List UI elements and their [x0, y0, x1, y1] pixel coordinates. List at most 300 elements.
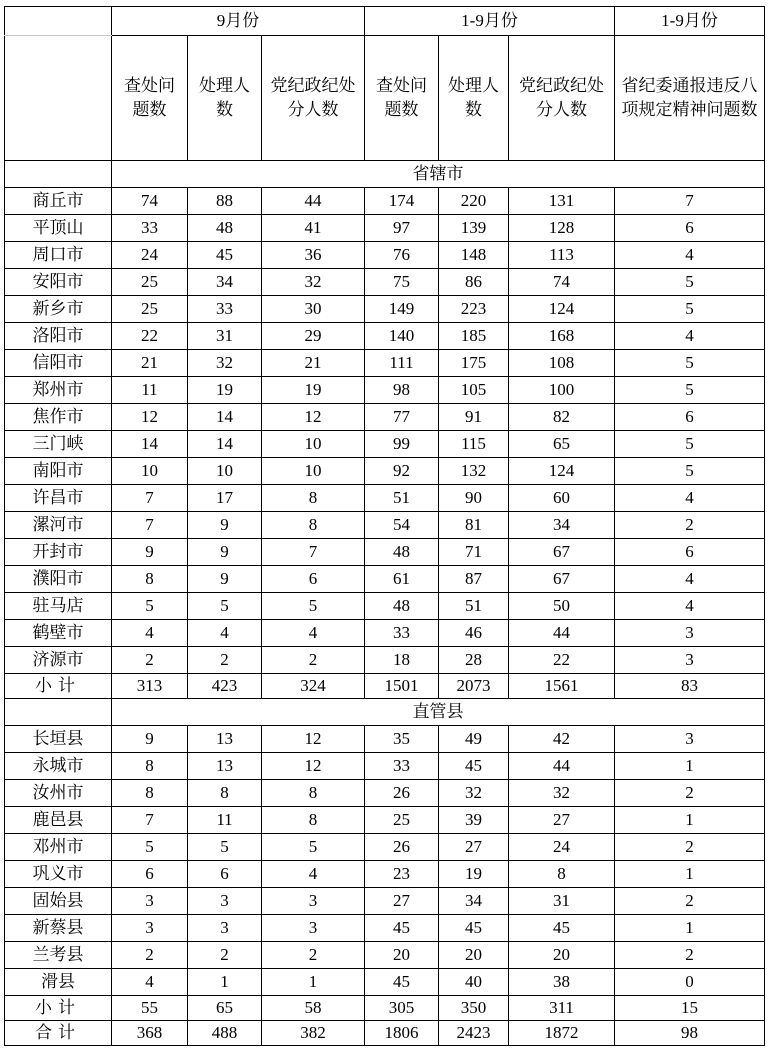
region-name-cell: 驻马店	[5, 593, 112, 620]
value-cell: 27	[439, 834, 509, 861]
value-cell: 1	[188, 969, 262, 996]
value-cell: 3	[188, 888, 262, 915]
subtotal-row-counties	[5, 996, 765, 1021]
subtotal-cell: 305	[365, 996, 439, 1021]
subtotal-label: 小计	[5, 674, 112, 699]
value-cell: 61	[365, 566, 439, 593]
subtotal-cell: 2073	[439, 674, 509, 699]
table-header	[5, 7, 765, 161]
value-cell: 1	[615, 915, 765, 942]
value-cell: 2	[615, 942, 765, 969]
region-name-cell: 鹿邑县	[5, 807, 112, 834]
col-header-people-ytd: 处理人数	[439, 36, 509, 161]
value-cell: 67	[509, 539, 615, 566]
value-cell: 25	[365, 807, 439, 834]
subtotal-cell: 65	[188, 996, 262, 1021]
value-cell: 42	[509, 726, 615, 753]
value-cell: 1	[615, 753, 765, 780]
value-cell: 38	[509, 969, 615, 996]
grand-total-cell: 1872	[509, 1021, 615, 1046]
value-cell: 2	[112, 647, 188, 674]
table-row-city	[5, 404, 765, 431]
subtotal-label: 小计	[5, 996, 112, 1021]
value-cell: 45	[365, 969, 439, 996]
region-name-cell: 济源市	[5, 647, 112, 674]
value-cell: 26	[365, 780, 439, 807]
value-cell: 33	[188, 296, 262, 323]
value-cell: 6	[615, 404, 765, 431]
value-cell: 44	[509, 753, 615, 780]
value-cell: 21	[112, 350, 188, 377]
value-cell: 27	[509, 807, 615, 834]
table-row-county	[5, 969, 765, 996]
value-cell: 2	[188, 942, 262, 969]
subtotal-cell: 83	[615, 674, 765, 699]
value-cell: 185	[439, 323, 509, 350]
region-name-cell: 兰考县	[5, 942, 112, 969]
value-cell: 35	[365, 726, 439, 753]
value-cell: 4	[262, 861, 365, 888]
value-cell: 10	[262, 431, 365, 458]
value-cell: 8	[509, 861, 615, 888]
table-row-city	[5, 485, 765, 512]
value-cell: 11	[188, 807, 262, 834]
value-cell: 5	[615, 431, 765, 458]
value-cell: 24	[509, 834, 615, 861]
value-cell: 8	[262, 807, 365, 834]
value-cell: 5	[112, 593, 188, 620]
value-cell: 5	[188, 593, 262, 620]
value-cell: 88	[188, 188, 262, 215]
col-header-notice-ytd: 省纪委通报违反八项规定精神问题数	[615, 36, 765, 161]
group-header-ytd: 1-9月份	[365, 7, 615, 36]
value-cell: 3	[615, 647, 765, 674]
value-cell: 33	[112, 215, 188, 242]
value-cell: 60	[509, 485, 615, 512]
value-cell: 4	[615, 593, 765, 620]
value-cell: 75	[365, 269, 439, 296]
region-name-cell: 三门峡	[5, 431, 112, 458]
value-cell: 9	[188, 512, 262, 539]
table-row-city	[5, 512, 765, 539]
value-cell: 76	[365, 242, 439, 269]
region-name-cell: 永城市	[5, 753, 112, 780]
table-row-city	[5, 566, 765, 593]
value-cell: 6	[615, 215, 765, 242]
grand-total-label: 合计	[5, 1021, 112, 1046]
value-cell: 19	[439, 861, 509, 888]
region-name-cell: 开封市	[5, 539, 112, 566]
value-cell: 105	[439, 377, 509, 404]
value-cell: 8	[262, 780, 365, 807]
region-name-cell: 安阳市	[5, 269, 112, 296]
col-header-cases-ytd: 查处问题数	[365, 36, 439, 161]
value-cell: 149	[365, 296, 439, 323]
value-cell: 18	[365, 647, 439, 674]
value-cell: 8	[262, 485, 365, 512]
value-cell: 14	[188, 431, 262, 458]
value-cell: 65	[509, 431, 615, 458]
value-cell: 5	[615, 296, 765, 323]
value-cell: 2	[615, 888, 765, 915]
col-header-people: 处理人数	[188, 36, 262, 161]
value-cell: 2	[262, 942, 365, 969]
value-cell: 34	[509, 512, 615, 539]
value-cell: 108	[509, 350, 615, 377]
value-cell: 14	[188, 404, 262, 431]
value-cell: 132	[439, 458, 509, 485]
section-row-cities	[5, 161, 765, 188]
value-cell: 33	[365, 620, 439, 647]
value-cell: 12	[112, 404, 188, 431]
grand-total-cell: 368	[112, 1021, 188, 1046]
value-cell: 48	[188, 215, 262, 242]
value-cell: 49	[439, 726, 509, 753]
grand-total-cell: 1806	[365, 1021, 439, 1046]
discipline-statistics-table	[4, 6, 765, 1046]
region-name-cell: 滑县	[5, 969, 112, 996]
value-cell: 9	[188, 539, 262, 566]
table-row-city	[5, 593, 765, 620]
value-cell: 33	[365, 753, 439, 780]
table-row-city	[5, 647, 765, 674]
value-cell: 48	[365, 593, 439, 620]
value-cell: 4	[188, 620, 262, 647]
value-cell: 90	[439, 485, 509, 512]
value-cell: 7	[112, 807, 188, 834]
value-cell: 32	[262, 269, 365, 296]
region-name-cell: 郑州市	[5, 377, 112, 404]
value-cell: 124	[509, 458, 615, 485]
value-cell: 45	[365, 915, 439, 942]
value-cell: 34	[439, 888, 509, 915]
value-cell: 74	[509, 269, 615, 296]
table-row-county	[5, 888, 765, 915]
value-cell: 9	[112, 539, 188, 566]
value-cell: 23	[365, 861, 439, 888]
value-cell: 86	[439, 269, 509, 296]
value-cell: 25	[112, 296, 188, 323]
value-cell: 30	[262, 296, 365, 323]
table-row-city	[5, 620, 765, 647]
value-cell: 22	[509, 647, 615, 674]
value-cell: 4	[615, 566, 765, 593]
subtotal-cell: 423	[188, 674, 262, 699]
table-row-city	[5, 188, 765, 215]
col-header-discipline: 党纪政纪处分人数	[262, 36, 365, 161]
region-name-cell: 商丘市	[5, 188, 112, 215]
value-cell: 113	[509, 242, 615, 269]
value-cell: 45	[439, 753, 509, 780]
value-cell: 131	[509, 188, 615, 215]
value-cell: 3	[188, 915, 262, 942]
value-cell: 45	[509, 915, 615, 942]
value-cell: 5	[615, 458, 765, 485]
value-cell: 74	[112, 188, 188, 215]
value-cell: 5	[112, 834, 188, 861]
value-cell: 5	[615, 350, 765, 377]
value-cell: 5	[188, 834, 262, 861]
region-name-cell: 长垣县	[5, 726, 112, 753]
value-cell: 44	[262, 188, 365, 215]
col-header-cases: 查处问题数	[112, 36, 188, 161]
value-cell: 6	[262, 566, 365, 593]
subtotal-cell: 55	[112, 996, 188, 1021]
subtotal-cell: 311	[509, 996, 615, 1021]
value-cell: 24	[112, 242, 188, 269]
value-cell: 32	[439, 780, 509, 807]
value-cell: 175	[439, 350, 509, 377]
value-cell: 51	[439, 593, 509, 620]
value-cell: 41	[262, 215, 365, 242]
table-row-city	[5, 269, 765, 296]
value-cell: 3	[112, 888, 188, 915]
value-cell: 26	[365, 834, 439, 861]
value-cell: 44	[509, 620, 615, 647]
subtotal-cell: 15	[615, 996, 765, 1021]
value-cell: 6	[615, 539, 765, 566]
value-cell: 220	[439, 188, 509, 215]
value-cell: 48	[365, 539, 439, 566]
table-row-city	[5, 539, 765, 566]
value-cell: 124	[509, 296, 615, 323]
value-cell: 168	[509, 323, 615, 350]
value-cell: 8	[112, 566, 188, 593]
region-name-cell: 邓州市	[5, 834, 112, 861]
table-row-city	[5, 323, 765, 350]
table-row-city	[5, 215, 765, 242]
table-row-city	[5, 350, 765, 377]
value-cell: 140	[365, 323, 439, 350]
value-cell: 29	[262, 323, 365, 350]
table-row-county	[5, 726, 765, 753]
subtotal-cell: 58	[262, 996, 365, 1021]
value-cell: 3	[615, 620, 765, 647]
value-cell: 51	[365, 485, 439, 512]
value-cell: 13	[188, 726, 262, 753]
value-cell: 9	[188, 566, 262, 593]
grand-total-row	[5, 1021, 765, 1046]
corner-cell	[5, 7, 112, 36]
value-cell: 12	[262, 404, 365, 431]
value-cell: 0	[615, 969, 765, 996]
section-row-counties	[5, 699, 765, 726]
value-cell: 5	[615, 377, 765, 404]
value-cell: 82	[509, 404, 615, 431]
value-cell: 7	[112, 512, 188, 539]
value-cell: 50	[509, 593, 615, 620]
value-cell: 7	[112, 485, 188, 512]
value-cell: 12	[262, 726, 365, 753]
value-cell: 8	[112, 780, 188, 807]
value-cell: 39	[439, 807, 509, 834]
table-row-county	[5, 834, 765, 861]
value-cell: 115	[439, 431, 509, 458]
table-row-city	[5, 377, 765, 404]
subtotal-cell: 324	[262, 674, 365, 699]
value-cell: 32	[509, 780, 615, 807]
value-cell: 97	[365, 215, 439, 242]
region-name-cell: 固始县	[5, 888, 112, 915]
table-row-city	[5, 296, 765, 323]
table-row-county	[5, 807, 765, 834]
value-cell: 4	[112, 969, 188, 996]
grand-total-cell: 2423	[439, 1021, 509, 1046]
value-cell: 10	[188, 458, 262, 485]
region-name-cell: 信阳市	[5, 350, 112, 377]
value-cell: 99	[365, 431, 439, 458]
value-cell: 4	[615, 323, 765, 350]
section-title-cities: 省辖市	[112, 161, 765, 188]
value-cell: 54	[365, 512, 439, 539]
value-cell: 32	[188, 350, 262, 377]
value-cell: 27	[365, 888, 439, 915]
group-header-ytd-notice: 1-9月份	[615, 7, 765, 36]
grand-total-cell: 382	[262, 1021, 365, 1046]
value-cell: 10	[112, 458, 188, 485]
region-name-cell: 鹤壁市	[5, 620, 112, 647]
corner-cell-lower	[5, 36, 112, 161]
region-name-cell: 平顶山	[5, 215, 112, 242]
value-cell: 31	[188, 323, 262, 350]
value-cell: 174	[365, 188, 439, 215]
value-cell: 5	[262, 593, 365, 620]
header-column-row	[5, 36, 765, 161]
value-cell: 4	[262, 620, 365, 647]
value-cell: 223	[439, 296, 509, 323]
region-name-cell: 巩义市	[5, 861, 112, 888]
value-cell: 3	[262, 915, 365, 942]
value-cell: 40	[439, 969, 509, 996]
value-cell: 46	[439, 620, 509, 647]
value-cell: 9	[112, 726, 188, 753]
value-cell: 10	[262, 458, 365, 485]
table-row-county	[5, 861, 765, 888]
value-cell: 3	[615, 726, 765, 753]
group-header-september: 9月份	[112, 7, 365, 36]
value-cell: 7	[262, 539, 365, 566]
value-cell: 128	[509, 215, 615, 242]
value-cell: 81	[439, 512, 509, 539]
value-cell: 87	[439, 566, 509, 593]
region-name-cell: 南阳市	[5, 458, 112, 485]
region-name-cell: 新蔡县	[5, 915, 112, 942]
region-name-cell: 洛阳市	[5, 323, 112, 350]
value-cell: 45	[188, 242, 262, 269]
value-cell: 2	[262, 647, 365, 674]
subtotal-cell: 313	[112, 674, 188, 699]
value-cell: 20	[365, 942, 439, 969]
value-cell: 6	[112, 861, 188, 888]
region-name-cell: 濮阳市	[5, 566, 112, 593]
statistics-sheet	[4, 6, 764, 1046]
value-cell: 21	[262, 350, 365, 377]
value-cell: 1	[615, 861, 765, 888]
region-name-cell: 周口市	[5, 242, 112, 269]
value-cell: 31	[509, 888, 615, 915]
value-cell: 28	[439, 647, 509, 674]
value-cell: 91	[439, 404, 509, 431]
value-cell: 77	[365, 404, 439, 431]
value-cell: 19	[188, 377, 262, 404]
value-cell: 92	[365, 458, 439, 485]
value-cell: 67	[509, 566, 615, 593]
subtotal-cell: 1561	[509, 674, 615, 699]
region-name-cell: 焦作市	[5, 404, 112, 431]
value-cell: 12	[262, 753, 365, 780]
grand-total-cell: 488	[188, 1021, 262, 1046]
table-body	[5, 161, 765, 1046]
value-cell: 71	[439, 539, 509, 566]
value-cell: 3	[262, 888, 365, 915]
value-cell: 111	[365, 350, 439, 377]
value-cell: 13	[188, 753, 262, 780]
value-cell: 5	[262, 834, 365, 861]
value-cell: 100	[509, 377, 615, 404]
value-cell: 4	[112, 620, 188, 647]
value-cell: 36	[262, 242, 365, 269]
value-cell: 11	[112, 377, 188, 404]
value-cell: 19	[262, 377, 365, 404]
subtotal-cell: 350	[439, 996, 509, 1021]
value-cell: 3	[112, 915, 188, 942]
value-cell: 17	[188, 485, 262, 512]
region-name-cell: 新乡市	[5, 296, 112, 323]
section-title-counties: 直管县	[112, 699, 765, 726]
grand-total-cell: 98	[615, 1021, 765, 1046]
value-cell: 8	[188, 780, 262, 807]
value-cell: 98	[365, 377, 439, 404]
table-row-county	[5, 942, 765, 969]
section-blank-cell	[5, 699, 112, 726]
value-cell: 2	[112, 942, 188, 969]
value-cell: 8	[112, 753, 188, 780]
value-cell: 20	[439, 942, 509, 969]
header-group-row	[5, 7, 765, 36]
col-header-discipline-ytd: 党纪政纪处分人数	[509, 36, 615, 161]
subtotal-row-cities	[5, 674, 765, 699]
value-cell: 34	[188, 269, 262, 296]
value-cell: 25	[112, 269, 188, 296]
value-cell: 6	[188, 861, 262, 888]
value-cell: 4	[615, 242, 765, 269]
table-row-city	[5, 431, 765, 458]
value-cell: 5	[615, 269, 765, 296]
section-blank-cell	[5, 161, 112, 188]
value-cell: 14	[112, 431, 188, 458]
region-name-cell: 漯河市	[5, 512, 112, 539]
table-row-county	[5, 915, 765, 942]
value-cell: 20	[509, 942, 615, 969]
table-row-city	[5, 242, 765, 269]
table-row-city	[5, 458, 765, 485]
value-cell: 8	[262, 512, 365, 539]
subtotal-cell: 1501	[365, 674, 439, 699]
value-cell: 2	[188, 647, 262, 674]
value-cell: 22	[112, 323, 188, 350]
value-cell: 4	[615, 485, 765, 512]
value-cell: 2	[615, 780, 765, 807]
table-row-county	[5, 780, 765, 807]
value-cell: 7	[615, 188, 765, 215]
table-row-county	[5, 753, 765, 780]
value-cell: 139	[439, 215, 509, 242]
value-cell: 1	[262, 969, 365, 996]
value-cell: 2	[615, 834, 765, 861]
value-cell: 45	[439, 915, 509, 942]
region-name-cell: 许昌市	[5, 485, 112, 512]
value-cell: 148	[439, 242, 509, 269]
